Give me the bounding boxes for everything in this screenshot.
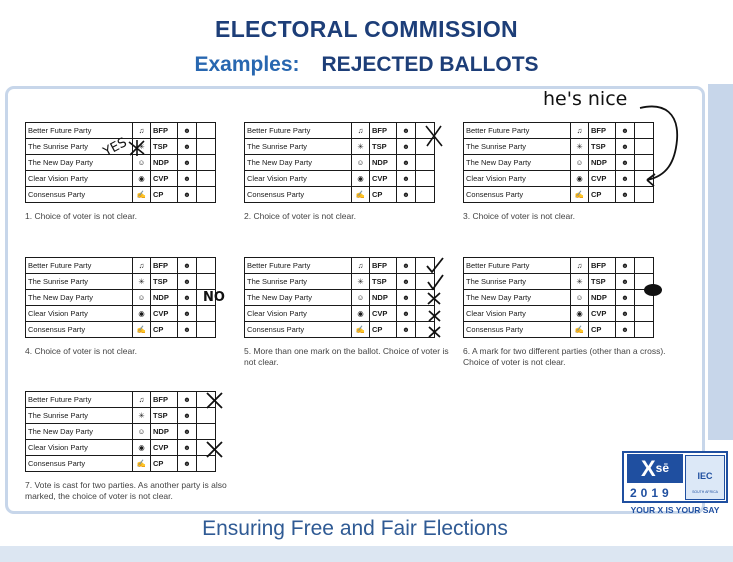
vote-box [416, 274, 435, 290]
example-1 [25, 122, 225, 222]
example-caption: 5. More than one mark on the ballot. Choice of voter is not clear. [244, 346, 449, 367]
handwritten-no: NO [203, 290, 225, 305]
party-abbreviation: CP [370, 322, 397, 338]
music-note-icon: ♫ [571, 258, 589, 274]
party-name: The New Day Party [245, 290, 352, 306]
handshake-icon: ✍ [352, 187, 370, 203]
example-caption: 7. Vote is cast for two parties. As another party is also marked, the choice of voter is not clear. [25, 480, 227, 501]
subtitle-label: Examples: [194, 53, 300, 76]
music-note-icon: ♫ [571, 123, 589, 139]
party-abbreviation: TSP [370, 139, 397, 155]
leader-portrait-icon: ☻ [178, 171, 197, 187]
party-name: Clear Vision Party [26, 171, 133, 187]
handshake-icon: ✍ [133, 322, 151, 338]
ballot-row [26, 171, 216, 187]
ballot-row [245, 187, 435, 203]
music-note-icon: ♫ [352, 123, 370, 139]
leader-portrait-icon: ☻ [616, 139, 635, 155]
party-abbreviation: TSP [151, 408, 178, 424]
leader-portrait-icon: ☻ [178, 424, 197, 440]
leader-portrait-icon: ☻ [397, 274, 416, 290]
leader-portrait-icon: ☻ [178, 306, 197, 322]
vote-box [416, 306, 435, 322]
logo-year: 2019 [630, 486, 673, 500]
party-abbreviation: CP [151, 322, 178, 338]
handshake-icon: ✍ [133, 456, 151, 472]
vote-box [416, 322, 435, 338]
leader-portrait-icon: ☻ [397, 155, 416, 171]
ballot-row [245, 258, 435, 274]
eye-icon: ◉ [352, 171, 370, 187]
example-caption: 3. Choice of voter is not clear. [463, 211, 575, 221]
vote-box [635, 155, 654, 171]
ballot-row [464, 123, 654, 139]
ballot-table [25, 122, 216, 203]
vote-box [197, 408, 216, 424]
leader-portrait-icon: ☻ [616, 187, 635, 203]
party-abbreviation: CP [151, 187, 178, 203]
vote-box [635, 171, 654, 187]
leader-portrait-icon: ☻ [397, 171, 416, 187]
party-abbreviation: TSP [370, 274, 397, 290]
handshake-icon: ✍ [352, 322, 370, 338]
vote-box [416, 290, 435, 306]
ballot-row [464, 155, 654, 171]
ballot-row [464, 139, 654, 155]
smiley-icon: ☺ [352, 155, 370, 171]
vote-box [197, 274, 216, 290]
example-7 [25, 391, 247, 502]
example-3 [463, 122, 663, 222]
ballot-row [245, 290, 435, 306]
ballot-row [26, 306, 216, 322]
smiley-icon: ☺ [133, 155, 151, 171]
party-abbreviation: CP [589, 187, 616, 203]
party-abbreviation: TSP [151, 274, 178, 290]
ballot-row [464, 171, 654, 187]
ballot-row [245, 123, 435, 139]
vote-box [635, 322, 654, 338]
logo-slogan: YOUR X IS YOUR SAY [630, 505, 720, 515]
party-name: Consensus Party [464, 322, 571, 338]
music-note-icon: ♫ [133, 258, 151, 274]
vote-box [197, 424, 216, 440]
leader-portrait-icon: ☻ [616, 171, 635, 187]
sunburst-icon: ✳ [571, 139, 589, 155]
eye-icon: ◉ [133, 440, 151, 456]
handshake-icon: ✍ [133, 187, 151, 203]
party-name: Clear Vision Party [26, 306, 133, 322]
leader-portrait-icon: ☻ [616, 322, 635, 338]
ballot-row [464, 322, 654, 338]
leader-portrait-icon: ☻ [616, 306, 635, 322]
leader-portrait-icon: ☻ [616, 123, 635, 139]
eye-icon: ◉ [571, 306, 589, 322]
handshake-icon: ✍ [571, 187, 589, 203]
ballot-row [245, 322, 435, 338]
smiley-icon: ☺ [133, 424, 151, 440]
smiley-icon: ☺ [133, 290, 151, 306]
leader-portrait-icon: ☻ [616, 290, 635, 306]
ballot-table [25, 391, 216, 472]
vote-box [635, 258, 654, 274]
smiley-icon: ☺ [571, 155, 589, 171]
leader-portrait-icon: ☻ [178, 139, 197, 155]
party-name: Consensus Party [245, 322, 352, 338]
party-abbreviation: NDP [151, 290, 178, 306]
smiley-icon: ☺ [352, 290, 370, 306]
party-name: The Sunrise Party [26, 274, 133, 290]
eye-icon: ◉ [352, 306, 370, 322]
party-name: Better Future Party [464, 258, 571, 274]
vote-box [197, 187, 216, 203]
ballot-row [26, 274, 216, 290]
party-name: Consensus Party [26, 322, 133, 338]
leader-portrait-icon: ☻ [397, 306, 416, 322]
leader-portrait-icon: ☻ [616, 258, 635, 274]
party-name: Clear Vision Party [245, 306, 352, 322]
party-abbreviation: NDP [370, 155, 397, 171]
party-name: The Sunrise Party [26, 139, 133, 155]
vote-box [197, 392, 216, 408]
vote-box [197, 322, 216, 338]
party-name: The Sunrise Party [245, 139, 352, 155]
ballot-row [464, 306, 654, 322]
footer-slogan: Ensuring Free and Fair Elections [202, 517, 508, 540]
party-name: The New Day Party [464, 290, 571, 306]
party-name: Clear Vision Party [26, 440, 133, 456]
party-abbreviation: NDP [151, 155, 178, 171]
eye-icon: ◉ [133, 306, 151, 322]
party-abbreviation: NDP [589, 290, 616, 306]
party-name: The Sunrise Party [464, 274, 571, 290]
sunburst-icon: ✳ [133, 274, 151, 290]
party-abbreviation: BFP [151, 392, 178, 408]
leader-portrait-icon: ☻ [178, 123, 197, 139]
party-name: The Sunrise Party [245, 274, 352, 290]
party-name: The New Day Party [26, 155, 133, 171]
ballot-box-icon [685, 455, 725, 500]
handwritten-yes: YES [100, 135, 130, 160]
logo-box [622, 451, 728, 503]
party-name: Better Future Party [26, 123, 133, 139]
ballot-row [464, 290, 654, 306]
sunburst-icon: ✳ [352, 274, 370, 290]
party-name: Better Future Party [464, 123, 571, 139]
party-name: Better Future Party [245, 123, 352, 139]
music-note-icon: ♫ [133, 392, 151, 408]
logo-org: IEC [697, 471, 713, 481]
ballot-row [245, 306, 435, 322]
ballot-table [463, 122, 654, 203]
party-abbreviation: BFP [151, 258, 178, 274]
party-name: Consensus Party [26, 456, 133, 472]
page-subtitle [0, 53, 733, 77]
vote-box [197, 456, 216, 472]
vote-box [416, 123, 435, 139]
leader-portrait-icon: ☻ [178, 440, 197, 456]
ballot-table [244, 122, 435, 203]
eye-icon: ◉ [133, 171, 151, 187]
party-abbreviation: CVP [589, 306, 616, 322]
party-abbreviation: CP [370, 187, 397, 203]
vote-box [635, 290, 654, 306]
leader-portrait-icon: ☻ [397, 139, 416, 155]
leader-portrait-icon: ☻ [397, 322, 416, 338]
party-abbreviation: CVP [370, 306, 397, 322]
ballot-row [26, 424, 216, 440]
party-abbreviation: CP [151, 456, 178, 472]
sunburst-icon: ✳ [133, 408, 151, 424]
party-name: Better Future Party [26, 392, 133, 408]
party-name: The New Day Party [26, 424, 133, 440]
party-abbreviation: NDP [370, 290, 397, 306]
leader-portrait-icon: ☻ [616, 155, 635, 171]
ballot-row [26, 322, 216, 338]
logo-x-letter: X [640, 456, 656, 481]
party-abbreviation: BFP [370, 258, 397, 274]
leader-portrait-icon: ☻ [178, 392, 197, 408]
party-abbreviation: CVP [370, 171, 397, 187]
party-abbreviation: CP [589, 322, 616, 338]
ballot-row [26, 155, 216, 171]
ballot-row [26, 392, 216, 408]
party-name: The New Day Party [464, 155, 571, 171]
vote-box [197, 440, 216, 456]
example-2 [244, 122, 444, 222]
logo-country: SOUTH AFRICA [692, 490, 718, 494]
ballot-row [26, 440, 216, 456]
party-abbreviation: TSP [589, 139, 616, 155]
ballot-row [26, 408, 216, 424]
ballot-row [26, 290, 216, 306]
party-name: Clear Vision Party [464, 306, 571, 322]
ballot-row [26, 258, 216, 274]
vote-box [416, 155, 435, 171]
sunburst-icon: ✳ [571, 274, 589, 290]
logo-suffix: sē [655, 461, 670, 475]
eye-icon: ◉ [571, 171, 589, 187]
vote-box [416, 258, 435, 274]
vote-box [635, 123, 654, 139]
party-name: Better Future Party [245, 258, 352, 274]
leader-portrait-icon: ☻ [397, 290, 416, 306]
vote-box [416, 187, 435, 203]
leader-portrait-icon: ☻ [616, 274, 635, 290]
handshake-icon: ✍ [571, 322, 589, 338]
ballot-row [464, 258, 654, 274]
party-abbreviation: CVP [589, 171, 616, 187]
ballot-row [245, 139, 435, 155]
ballot-row [245, 274, 435, 290]
party-abbreviation: NDP [151, 424, 178, 440]
logo-mark [627, 454, 683, 483]
party-name: Clear Vision Party [245, 171, 352, 187]
music-note-icon: ♫ [352, 258, 370, 274]
party-abbreviation: NDP [589, 155, 616, 171]
example-caption: 2. Choice of voter is not clear. [244, 211, 356, 221]
ballot-row [245, 171, 435, 187]
leader-portrait-icon: ☻ [178, 258, 197, 274]
example-caption: 4. Choice of voter is not clear. [25, 346, 137, 356]
vote-box [197, 171, 216, 187]
leader-portrait-icon: ☻ [397, 187, 416, 203]
leader-portrait-icon: ☻ [397, 123, 416, 139]
vote-box [635, 187, 654, 203]
vote-box [416, 139, 435, 155]
party-name: Consensus Party [245, 187, 352, 203]
ballot-row [245, 155, 435, 171]
party-abbreviation: CVP [151, 306, 178, 322]
music-note-icon: ♫ [133, 123, 151, 139]
party-name: Better Future Party [26, 258, 133, 274]
vote-box [416, 171, 435, 187]
party-name: Consensus Party [464, 187, 571, 203]
ballot-table [244, 257, 435, 338]
party-name: The New Day Party [26, 290, 133, 306]
vote-box [197, 123, 216, 139]
leader-portrait-icon: ☻ [178, 456, 197, 472]
leader-portrait-icon: ☻ [178, 187, 197, 203]
example-caption: 6. A mark for two different parties (other than a cross). Choice of voter is not clear. [463, 346, 666, 367]
party-name: The New Day Party [245, 155, 352, 171]
example-5 [244, 257, 456, 368]
vote-box [635, 306, 654, 322]
leader-portrait-icon: ☻ [178, 155, 197, 171]
sunburst-icon: ✳ [133, 139, 151, 155]
vote-box [635, 139, 654, 155]
party-abbreviation: CVP [151, 440, 178, 456]
party-abbreviation: BFP [370, 123, 397, 139]
party-abbreviation: TSP [151, 139, 178, 155]
party-abbreviation: BFP [589, 258, 616, 274]
example-4 [25, 257, 225, 357]
party-abbreviation: TSP [589, 274, 616, 290]
ballot-row [26, 187, 216, 203]
page-title: ELECTORAL COMMISSION [215, 16, 518, 42]
party-name: Clear Vision Party [464, 171, 571, 187]
ballot-table [463, 257, 654, 338]
vote-box [197, 155, 216, 171]
leader-portrait-icon: ☻ [178, 290, 197, 306]
sunburst-icon: ✳ [352, 139, 370, 155]
party-name: The Sunrise Party [464, 139, 571, 155]
leader-portrait-icon: ☻ [178, 274, 197, 290]
leader-portrait-icon: ☻ [178, 322, 197, 338]
party-name: The Sunrise Party [26, 408, 133, 424]
party-abbreviation: BFP [589, 123, 616, 139]
side-tab [708, 84, 733, 440]
ballot-row [464, 187, 654, 203]
party-name: Consensus Party [26, 187, 133, 203]
bottom-band [0, 546, 733, 562]
leader-portrait-icon: ☻ [397, 258, 416, 274]
party-abbreviation: CVP [151, 171, 178, 187]
vote-box [197, 306, 216, 322]
ballot-row [464, 274, 654, 290]
example-caption: 1. Choice of voter is not clear. [25, 211, 137, 221]
vote-box [635, 274, 654, 290]
smiley-icon: ☺ [571, 290, 589, 306]
ballot-row [26, 456, 216, 472]
iec-logo [622, 451, 728, 519]
party-abbreviation: BFP [151, 123, 178, 139]
leader-portrait-icon: ☻ [178, 408, 197, 424]
ballot-table [25, 257, 216, 338]
vote-box [197, 258, 216, 274]
handwritten-hes-nice: he's nice [543, 88, 628, 110]
vote-box [197, 139, 216, 155]
subtitle-text: REJECTED BALLOTS [321, 53, 539, 76]
example-6 [463, 257, 675, 368]
